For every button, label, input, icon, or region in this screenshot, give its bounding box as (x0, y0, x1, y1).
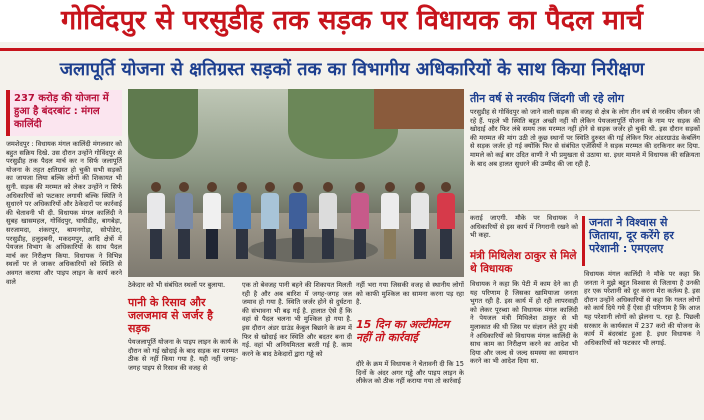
column-three-text: एक तो बेवजह पानी बहने की शिकायत मिलती रही है और अब बारिश में जगह-जगह जल जमाव हो गया है. स्थिति जर्जर होने से दुर्घटना की संभावना भी बढ़ गई है. हालात ऐसे हैं कि वहां से पैदल चलना भी मुश्किल हो गया है. इस दौरान अंडर ग्राउंड केबुल बिछाने के क्रम में फिर से खोदाई कर स्थिति और बदतर बना दी गई. वहां भी अनियमितता बरती गई है. काम करने के बाद ठेकेदारों द्वारा गड्ढे को (242, 281, 352, 358)
photo-person (146, 182, 166, 259)
photo-person (202, 182, 222, 259)
column-six-b-text: विधायक ने कहा कि पेटी में काम देने का ही यह परिणाम है जिसका खामियाजा जनता भुगत रही है. इस कार्य में हो रही लापरवाही को लेकर पूरब्धा को विधायक मंगल कालिंदी ने पेयजल मंत्री मिथिलेश ठाकुर से भी मुलाकात की थी जिस पर संज्ञान लेते हुए मंत्री ने अधिकारियों को विधायक मंगल कालिंदी के साथ काम का निरीक्षण करने का आदेश भी दिया और जल्द से जल्द समस्या का समाधान करने का भी आदेश दिया था. (470, 280, 578, 366)
news-photo (128, 89, 464, 277)
page-subheadline: जलापूर्ति योजना से क्षतिग्रस्त सड़कों तक का विभागीय अधिकारियों के साथ किया निरीक्षण (59, 59, 645, 80)
column-four-b (356, 360, 464, 418)
photo-person (318, 182, 338, 259)
photo-tree-left (128, 89, 198, 159)
column-divider (468, 210, 700, 211)
subheading-ultimatum: 15 दिन का अल्टीमेटम नहीं तो कार्रवाई (356, 318, 450, 344)
column-five (470, 108, 700, 208)
quote-box-mla: जनता ने विश्वास से जिताया, दूर करेंगे हर परेशानी : एमएलए (582, 216, 704, 266)
photo-caption (128, 281, 238, 291)
column-four-text: नहीं भरा गया जिसकी वजह से स्थानीय लोगों को काफी मुश्किल का सामना करना पड़ रहा है. (356, 281, 464, 307)
column-four-b-text: दौरे के क्रम में विधायक ने चेतावनी दी कि 15 दिनों के अंदर अगर गड्ढे और पाइप लाइन के लीकेज को ठीक नहीं कराया गया तो कार्रवाई (356, 360, 464, 386)
photo-house-roof (374, 89, 464, 129)
column-seven (584, 270, 700, 418)
column-five-text: परसुडीह से गोविंदपुर को जाने वाली सड़क की वजह से क्षेत्र के लोग तीन वर्ष से नरकीय जीवन जी रहे हैं. पहले भी स्थिति बहुत अच्छी नहीं थी लेकिन पेयजलापूर्ति योजना के नाम पर सड़क की खोदाई और फिर लंबे समय तक मरम्मत नहीं होने से सड़क जर्जर हो चुकी थी. इस दौरान सड़कों की मरम्मत की मांग उठी तो कुछ स्थानों पर स्थिति दुरुस्त की गई लेकिन फिर अंडरग्राउंड केबलिंग से सड़क जर्जर हो गई क्योंकि फिर से संबंधित एजेंसियों ने सड़क मरम्मत की दरकिनार कर दिया. मामले को कई बार उदित वाणी ने भी प्रमुखता से उठाया था. इधर मामले में विधायक की सक्रियता के बाद अब हालत सुधरने की उम्मीद की जा रही है. (470, 108, 700, 168)
column-three (242, 281, 352, 418)
photo-person (410, 182, 430, 259)
column-two (128, 338, 238, 418)
headline-rule (0, 48, 704, 51)
column-six-b (470, 280, 578, 418)
photo-person (380, 182, 400, 259)
column-two-text: पेयजलापूर्ति योजना के पाइप लाइन के कार्य के दौरान को गई खोदाई के बाद सड़क का मरम्मत ठीक से नहीं किया गया है. यही नहीं जगह-जगह पाइप से रिसाव की वजह से (128, 338, 238, 372)
photo-person (350, 182, 370, 259)
column-four (356, 281, 464, 315)
column-seven-text: विधायक मंगल कालिंदी ने मौके पर कहा कि जनता ने मुझे बहुत विश्वास से जिताया है उनकी हर एक परेशानी को दूर करना मेरा कर्तव्य है. इस दौरान उन्होंने अधिकारियों से कहा कि गलत लोगों को कार्य दिये गये हैं ऐसा ही परिणाम है कि आज यह परेशानी लोगों को झेलना प. रहा है. पिछली सरकार के कार्यकाल में 237 करो की योजना के कार्य में बंदरबांट हुआ है. इधर विधायक ने अधिकारियों को फटकार भी लगाई. (584, 270, 700, 347)
sidebar-quote-box: 237 करोड़ की योजना में हुआ है बंदरबांट : मंगल कालिंदी (6, 90, 122, 136)
photo-person (260, 182, 280, 259)
intro-text: जमशेदपुर : विधायक मंगल कालिंदी मंगलवार को बहुत सक्रिय दिखे. उस दौरान उन्होंने गोविंदपुर से परसुडीह तक पैदल मार्च कर न सिर्फ जलापूर्ति योजना के तहत क्षतिग्रस्त हो चुकी सभी सड़कों का जायजा लिया बल्कि लोगों की शिकायत भी सुनी. सड़क की मरम्मत को लेकर उन्होंने न सिर्फ अधिकारियों को फटकार लगायी बल्कि स्थिति ने सुधारने पर अधिकारियों और ठेकेदारों पर कार्रवाई की चेतावनी भी दी. विधायक मंगल कालिंदी ने सुबह खासमहल, गोविंदपुर, घाघीडीह, बागबेड़ा, सरजामदा, शंकरपुर, बामनगोड़ा, सोपोडेरा, परसुडीह, हलुदबनी, मकदमपुर, आदि क्षेत्रों में पेयजल विभाग के अधिकारियों के साथ पैदल मार्च कर निरीक्षण किया. विधायक ने विभिन्न स्थलों पर ले जाकर अधिकारियों को स्थिति से अवगत कराया और पाइप लाइन के कार्य करने वाले (6, 140, 122, 286)
column-intro (6, 140, 122, 418)
subheading-water-leak: पानी के रिसाव और जलजमाव से जर्जर है सड़क (128, 296, 213, 335)
page-headline: गोविंदपुर से परसुडीह तक सड़क पर विधायक का पैदल मार्च (60, 5, 644, 36)
column-six (470, 214, 578, 248)
photo-person (436, 182, 456, 259)
photo-person (174, 182, 194, 259)
subheading-minister-meeting: मंत्री मिथिलेश ठाकुर से मिले थे विधायक (470, 250, 577, 275)
photo-person (288, 182, 308, 259)
photo-person (232, 182, 252, 259)
photo-caption-text: ठेकेदार को भी संबंधित स्थलों पर बुलाया. (128, 281, 226, 289)
column-six-text: कराई जाएगी. मौके पर विधायक ने अधिकारियों से इस कार्य में निगरानी रखने को भी कहा. (470, 214, 578, 240)
subheading-three-years: तीन वर्ष से नरकीय जिंदगी जी रहे लोग (470, 92, 624, 105)
